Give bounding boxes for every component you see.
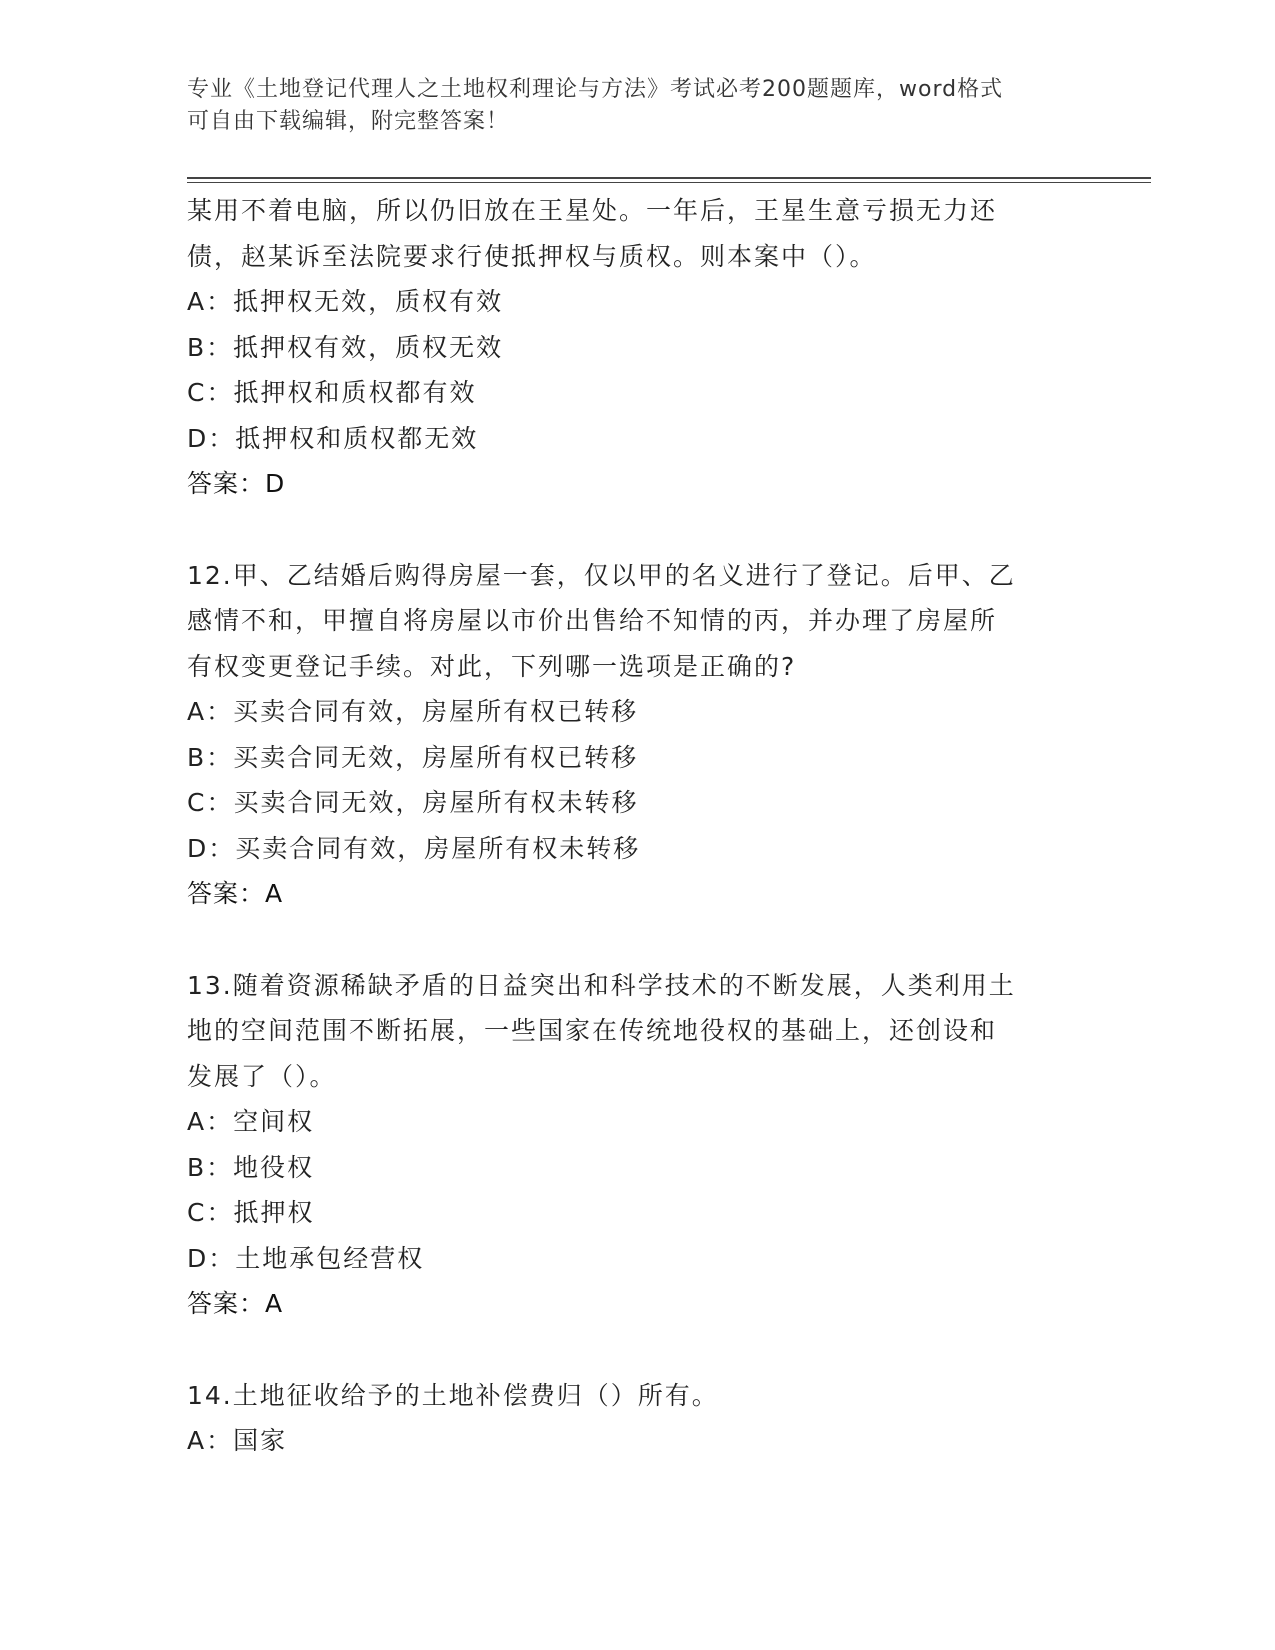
- document-header: [187, 74, 1067, 138]
- question-stem-line: 某用不着电脑，所以仍旧放在王星处。一年后，王星生意亏损无力还: [187, 196, 998, 225]
- option-a: A：买卖合同有效，房屋所有权已转移: [187, 697, 639, 726]
- question-stem-line: 发展了（）。: [187, 1061, 337, 1091]
- option-b: B：买卖合同无效，房屋所有权已转移: [187, 742, 639, 772]
- header-line-2: 可自由下载编辑，附完整答案！: [187, 109, 510, 134]
- question-stem-line: 债，赵某诉至法院要求行使抵押权与质权。则本案中（）。: [187, 241, 877, 271]
- question-stem-line: 地的空间范围不断拓展，一些国家在传统地役权的基础上，还创设和: [187, 1016, 998, 1045]
- header-line-1: 专业《土地登记代理人之土地权利理论与方法》考试必考200题题库，word格式: [187, 77, 1004, 102]
- answer-value: A: [265, 1289, 283, 1318]
- answer-line: [187, 461, 1087, 507]
- question-stem-line: 有权变更登记手续。对此，下列哪一选项是正确的?: [187, 651, 797, 681]
- option-a: A：空间权: [187, 1107, 315, 1136]
- question-14: [187, 1373, 1087, 1464]
- answer-line: [187, 1281, 1087, 1327]
- answer-value: D: [265, 469, 285, 498]
- question-stem-line: 感情不和，甲擅自将房屋以市价出售给不知情的丙，并办理了房屋所: [187, 606, 998, 635]
- option-c: C：抵押权: [187, 1198, 315, 1227]
- option-a: A：抵押权无效，质权有效: [187, 287, 504, 316]
- option-c: C：买卖合同无效，房屋所有权未转移: [187, 788, 639, 817]
- answer-line: [187, 871, 1087, 917]
- answer-value: A: [265, 879, 283, 908]
- question-12: [187, 553, 1087, 917]
- document-body: [187, 188, 1087, 1464]
- question-stem-line: 12.甲、乙结婚后购得房屋一套，仅以甲的名义进行了登记。后甲、乙: [187, 560, 1016, 590]
- question-11: [187, 188, 1087, 507]
- question-13: [187, 963, 1087, 1327]
- option-b: B：地役权: [187, 1152, 315, 1182]
- option-d: D：买卖合同有效，房屋所有权未转移: [187, 833, 641, 863]
- question-stem-line: 14.土地征收给予的土地补偿费归（）所有。: [187, 1380, 719, 1410]
- option-d: D：土地承包经营权: [187, 1243, 425, 1273]
- answer-label: 答案：: [187, 879, 266, 908]
- question-stem-line: 13.随着资源稀缺矛盾的日益突出和科学技术的不断发展，人类利用土: [187, 970, 1016, 1000]
- header-divider-thick: [187, 177, 1151, 179]
- option-a: A：国家: [187, 1426, 288, 1455]
- option-c: C：抵押权和质权都有效: [187, 378, 477, 407]
- header-divider-thin: [187, 182, 1151, 183]
- option-b: B：抵押权有效，质权无效: [187, 332, 504, 362]
- option-d: D：抵押权和质权都无效: [187, 423, 479, 453]
- answer-label: 答案：: [187, 469, 266, 498]
- answer-label: 答案：: [187, 1289, 266, 1318]
